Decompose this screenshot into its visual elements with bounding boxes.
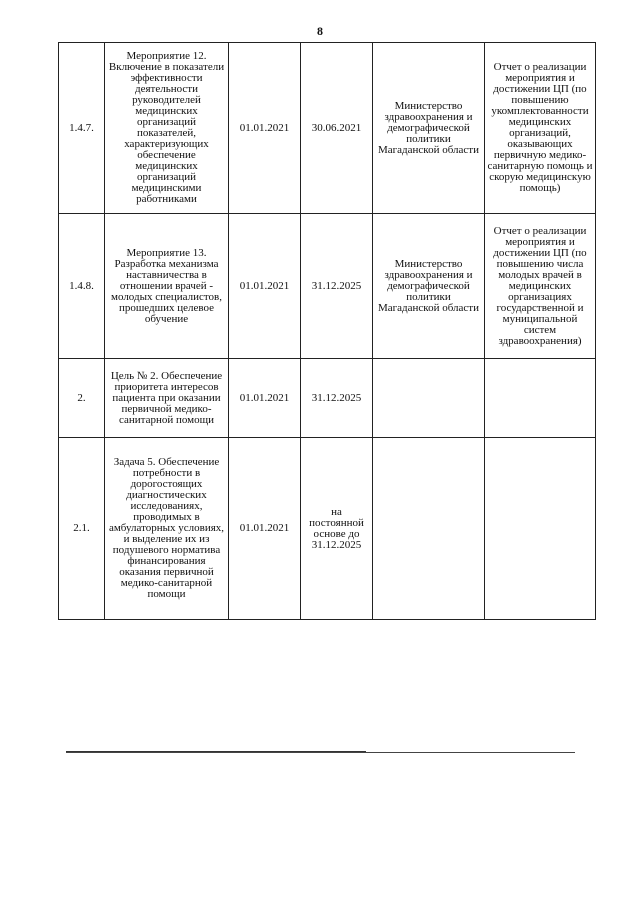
row-description: Цель № 2. Обеспечение приоритета интересов пациента при оказании первичной медико-санитарной помощи [105, 359, 229, 438]
row-result: Отчет о реализации мероприятия и достижении ЦП (по повышению числа молодых врачей в медицинских организациях государственной и муниципальной систем здравоохранения) [485, 214, 596, 359]
row-responsible [373, 438, 485, 620]
row-start-date: 01.01.2021 [229, 438, 301, 620]
table-row [59, 43, 596, 214]
row-end-date: 30.06.2021 [301, 43, 373, 214]
row-number: 1.4.8. [59, 214, 105, 359]
row-start-date: 01.01.2021 [229, 359, 301, 438]
row-description: Мероприятие 12. Включение в показатели эффективности деятельности руководителей медицинских организаций показателей, характеризующих обеспечение медицинских организаций медицинскими работниками [105, 43, 229, 214]
row-result: Отчет о реализации мероприятия и достижении ЦП (по повышению укомплектованности медицинских организаций, оказывающих первичную медико-санитарную помощь и скорую медицинскую помощь) [485, 43, 596, 214]
row-responsible: Министерство здравоохранения и демографической политики Магаданской области [373, 214, 485, 359]
row-end-date: на постоянной основе до 31.12.2025 [301, 438, 373, 620]
row-description: Мероприятие 13. Разработка механизма наставничества в отношении врачей - молодых специалистов, прошедших целевое обучение [105, 214, 229, 359]
row-responsible [373, 359, 485, 438]
row-number: 2. [59, 359, 105, 438]
row-number: 1.4.7. [59, 43, 105, 214]
row-result [485, 438, 596, 620]
table-row [59, 438, 596, 620]
row-start-date: 01.01.2021 [229, 43, 301, 214]
table-row [59, 214, 596, 359]
page-number: 8 [317, 24, 323, 38]
plan-table [58, 42, 596, 620]
row-end-date: 31.12.2025 [301, 214, 373, 359]
row-description: Задача 5. Обеспечение потребности в дорогостоящих диагностических исследованиях, проводимых в амбулаторных условиях, и выделение их из подушевого норматива финансирования оказания первичной медико-санитарной помощи [105, 438, 229, 620]
row-result [485, 359, 596, 438]
row-start-date: 01.01.2021 [229, 214, 301, 359]
row-responsible: Министерство здравоохранения и демографической политики Магаданской области [373, 43, 485, 214]
footer-divider [66, 752, 575, 753]
row-end-date: 31.12.2025 [301, 359, 373, 438]
row-number: 2.1. [59, 438, 105, 620]
table-row [59, 359, 596, 438]
